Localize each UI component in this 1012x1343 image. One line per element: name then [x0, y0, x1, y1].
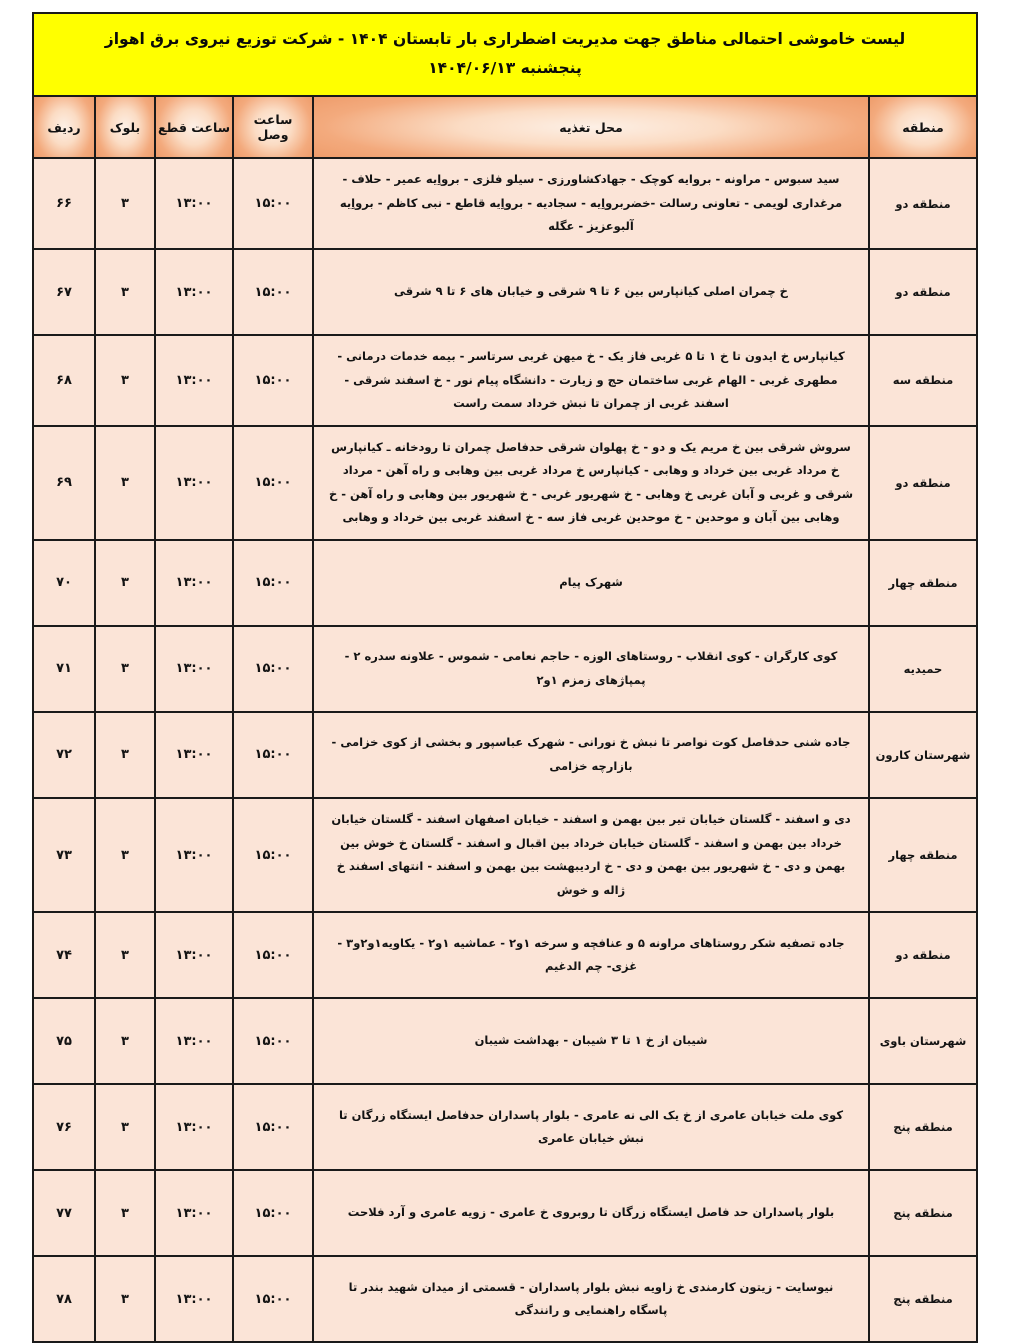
column-header-saat-vasl: ساعت وصل	[233, 96, 313, 158]
cell-saat-ghat: ۱۳:۰۰	[155, 798, 233, 912]
cell-mantaghe: شهرستان کارون	[869, 712, 977, 798]
cell-radif: ۷۲	[33, 712, 95, 798]
column-header-radif: ردیف	[33, 96, 95, 158]
cell-block: ۳	[95, 998, 155, 1084]
cell-mantaghe: منطقه دو	[869, 912, 977, 998]
cell-mantaghe: منطقه چهار	[869, 540, 977, 626]
cell-radif: ۷۳	[33, 798, 95, 912]
cell-block: ۳	[95, 912, 155, 998]
table-row	[33, 712, 977, 798]
cell-radif: ۶۸	[33, 335, 95, 426]
cell-mahal-taghzie: شهرک پیام	[313, 540, 869, 626]
cell-radif: ۷۸	[33, 1256, 95, 1342]
cell-mantaghe: منطقه دو	[869, 158, 977, 249]
cell-mahal-taghzie: شیبان از خ ۱ تا ۳ شیبان - بهداشت شیبان	[313, 998, 869, 1084]
cell-mahal-taghzie: سید سبوس - مراونه - بروایه کوچک - جهادکشاورزی - سیلو فلزی - برواِیه عمیر - حلاف - مرغداری لویمی - تعاونی رسالت -خضربرواِیه - سجادیه - برواِیه قاطع - نبی کاظم - برواِیه آلبوعزیز - عگله	[313, 158, 869, 249]
report-title-line-1: لیست خاموشی احتمالی مناطق جهت مدیریت اضطراری بار تابستان ۱۴۰۴ - شرکت توزیع نیروی برق اهواز	[104, 30, 906, 48]
cell-saat-vasl: ۱۵:۰۰	[233, 626, 313, 712]
cell-block: ۳	[95, 712, 155, 798]
cell-radif: ۷۱	[33, 626, 95, 712]
cell-block: ۳	[95, 249, 155, 335]
column-header-row	[33, 96, 977, 158]
table-row	[33, 798, 977, 912]
cell-block: ۳	[95, 335, 155, 426]
cell-radif: ۶۶	[33, 158, 95, 249]
report-title-banner	[33, 13, 977, 96]
cell-mahal-taghzie: کوی ملت خیابان عامری از خ یک الی نه عامری - بلوار پاسداران حدفاصل ایستگاه زرگان تا نبش خیابان عامری	[313, 1084, 869, 1170]
cell-block: ۳	[95, 798, 155, 912]
cell-mantaghe: منطقه چهار	[869, 798, 977, 912]
column-header-mahal-taghzie: محل تغذیه	[313, 96, 869, 158]
cell-saat-ghat: ۱۳:۰۰	[155, 1170, 233, 1256]
cell-radif: ۷۰	[33, 540, 95, 626]
cell-radif: ۷۴	[33, 912, 95, 998]
cell-mahal-taghzie: بلوار پاسداران حد فاصل ایستگاه زرگان تا روبروی خ عامری - زویه عامری و آرد فلاحت	[313, 1170, 869, 1256]
column-header-mantaghe: منطقه	[869, 96, 977, 158]
cell-radif: ۷۵	[33, 998, 95, 1084]
table-row	[33, 426, 977, 540]
cell-saat-vasl: ۱۵:۰۰	[233, 335, 313, 426]
cell-saat-ghat: ۱۳:۰۰	[155, 249, 233, 335]
cell-mahal-taghzie: کوی کارگران - کوی انقلاب - روستاهای الوزه - حاجم نعامی - شموس - علاونه سدره ۲ - پمپاژهای زمزم ۱و۲	[313, 626, 869, 712]
table-row	[33, 998, 977, 1084]
cell-block: ۳	[95, 1256, 155, 1342]
table-row	[33, 540, 977, 626]
cell-saat-vasl: ۱۵:۰۰	[233, 1084, 313, 1170]
table-row	[33, 335, 977, 426]
cell-mantaghe: منطقه پنج	[869, 1256, 977, 1342]
table-row	[33, 626, 977, 712]
cell-radif: ۶۷	[33, 249, 95, 335]
column-header-block: بلوک	[95, 96, 155, 158]
cell-radif: ۶۹	[33, 426, 95, 540]
cell-saat-vasl: ۱۵:۰۰	[233, 912, 313, 998]
cell-saat-ghat: ۱۳:۰۰	[155, 335, 233, 426]
cell-saat-vasl: ۱۵:۰۰	[233, 998, 313, 1084]
cell-saat-ghat: ۱۳:۰۰	[155, 712, 233, 798]
cell-saat-vasl: ۱۵:۰۰	[233, 158, 313, 249]
cell-mahal-taghzie: جاده شنی حدفاصل کوت نواصر تا نبش خ نورانی - شهرک عباسپور و بخشی از کوی خزامی - بازارچه خزامی	[313, 712, 869, 798]
cell-block: ۳	[95, 626, 155, 712]
cell-mahal-taghzie: سروش شرقی بین خ مریم یک و دو - خ پهلوان شرقی حدفاصل چمران تا رودخانه ـ کیانپارس خ مرداد غربی بین خرداد و وهابی - کیانپارس خ مرداد غربی بین وهابی و راه آهن - مرداد شرقی و غربی و آبان غربی خ وهابی - خ شهریور غربی - خ شهریور بین وهابی و راه آهن - خ وهابی بین آبان و موحدین - خ موحدین غربی فاز سه - خ اسفند غربی بین خرداد و وهابی	[313, 426, 869, 540]
table-row	[33, 1084, 977, 1170]
cell-mantaghe: منطقه دو	[869, 426, 977, 540]
table-row	[33, 1256, 977, 1342]
table-row	[33, 158, 977, 249]
cell-mahal-taghzie: کیانپارس خ ایدون تا خ ۱ تا ۵ غربی فاز یک - خ میهن غربی سرتاسر - بیمه خدمات درمانی - مطهری غربی - الهام غربی ساختمان حج و زیارت - دانشگاه پیام نور - خ اسفند شرقی - اسفند غربی از چمران تا نبش خرداد سمت راست	[313, 335, 869, 426]
cell-mantaghe: منطقه پنج	[869, 1170, 977, 1256]
outage-schedule-table	[32, 12, 978, 1343]
cell-saat-vasl: ۱۵:۰۰	[233, 1256, 313, 1342]
cell-block: ۳	[95, 426, 155, 540]
cell-saat-ghat: ۱۳:۰۰	[155, 1256, 233, 1342]
cell-saat-vasl: ۱۵:۰۰	[233, 540, 313, 626]
cell-saat-ghat: ۱۳:۰۰	[155, 158, 233, 249]
cell-saat-ghat: ۱۳:۰۰	[155, 626, 233, 712]
cell-block: ۳	[95, 158, 155, 249]
cell-saat-ghat: ۱۳:۰۰	[155, 1084, 233, 1170]
cell-mantaghe: حمیدیه	[869, 626, 977, 712]
cell-saat-ghat: ۱۳:۰۰	[155, 540, 233, 626]
title-banner-row	[33, 13, 977, 96]
cell-saat-ghat: ۱۳:۰۰	[155, 426, 233, 540]
table-body	[33, 158, 977, 1342]
table-head	[33, 13, 977, 158]
cell-mahal-taghzie: جاده تصفیه شکر روستاهای مراونه ۵ و عنافچه و سرخه ۱و۲ - عماشیه ۱و۲ - یکاویه۱و۲و۳ - غزی- چم الدغیم	[313, 912, 869, 998]
cell-radif: ۷۷	[33, 1170, 95, 1256]
cell-block: ۳	[95, 540, 155, 626]
cell-block: ۳	[95, 1084, 155, 1170]
cell-mantaghe: شهرستان باوی	[869, 998, 977, 1084]
table-row	[33, 249, 977, 335]
cell-saat-vasl: ۱۵:۰۰	[233, 798, 313, 912]
cell-mantaghe: منطقه پنج	[869, 1084, 977, 1170]
cell-saat-vasl: ۱۵:۰۰	[233, 249, 313, 335]
cell-saat-ghat: ۱۳:۰۰	[155, 912, 233, 998]
table-row	[33, 912, 977, 998]
table-row	[33, 1170, 977, 1256]
cell-saat-vasl: ۱۵:۰۰	[233, 712, 313, 798]
cell-saat-vasl: ۱۵:۰۰	[233, 1170, 313, 1256]
cell-mantaghe: منطقه سه	[869, 335, 977, 426]
cell-radif: ۷۶	[33, 1084, 95, 1170]
column-header-saat-ghat: ساعت قطع	[155, 96, 233, 158]
cell-mahal-taghzie: نیوسایت - زیتون کارمندی خ زاویه نبش بلوار پاسداران - قسمتی از میدان شهید بندر تا پاسگاه راهنمایی و رانندگی	[313, 1256, 869, 1342]
cell-block: ۳	[95, 1170, 155, 1256]
cell-mahal-taghzie: دی و اسفند - گلستان خیابان تیر بین بهمن و اسفند - خیابان اصفهان اسفند - گلستان خیابان خرداد بین بهمن و اسفند - گلستان خیابان خرداد بین اقبال و اسفند - گلستان خ خوش بین بهمن و دی - خ شهریور بین بهمن و دی - خ اردیبهشت بین بهمن و اسفند - انتهای اسفند خ ژاله و خوش	[313, 798, 869, 912]
cell-saat-ghat: ۱۳:۰۰	[155, 998, 233, 1084]
cell-mantaghe: منطقه دو	[869, 249, 977, 335]
cell-saat-vasl: ۱۵:۰۰	[233, 426, 313, 540]
cell-mahal-taghzie: خ چمران اصلی کیانپارس بین ۶ تا ۹ شرقی و خیابان های ۶ تا ۹ شرقی	[313, 249, 869, 335]
report-title-line-2: پنجشنبه ۱۴۰۴/۰۶/۱۳	[428, 58, 582, 77]
